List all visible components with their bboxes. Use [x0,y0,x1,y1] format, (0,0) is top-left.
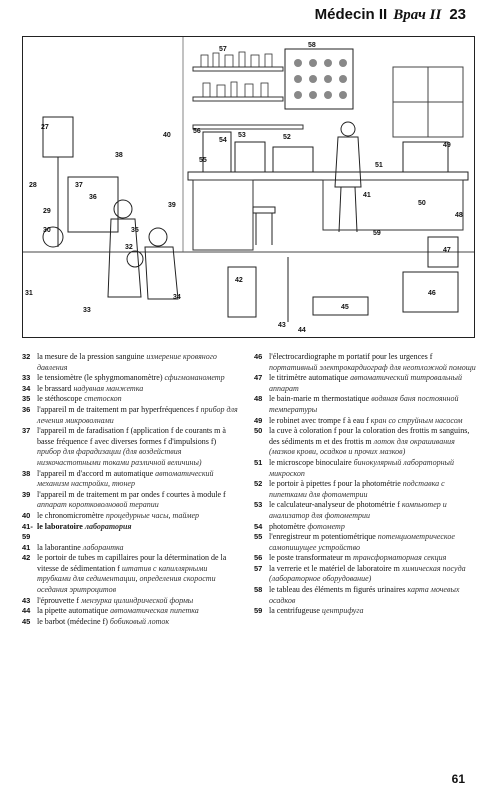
glossary-entry [22,373,238,384]
glossary-entry [22,352,238,373]
entry-term-fr: le portoir de tubes m capillaires pour la détermination de la vitesse de sédimentation f [37,553,227,573]
entry-term-fr: l'appareil m de traitement m par hyperfréquences f [37,404,199,414]
callout-29: 29 [43,208,51,215]
entry-term-ru: стетоскоп [84,394,122,404]
entry-term-ru: автоматический титровальный аппарат [269,373,462,393]
callout-48: 48 [455,212,463,219]
callout-35: 35 [131,227,139,234]
entry-number: 50 [254,426,263,436]
entry-term-ru: прибор для фарадизации (для воздействия низкочастотными токами различной величины) [37,447,202,467]
callout-56: 56 [193,128,201,135]
entry-term-ru: процедурные часы, таймер [105,510,200,520]
glossary-entry [22,394,238,405]
entry-term-fr: le barbot (médecine f) [37,616,108,626]
callout-51: 51 [375,162,383,169]
glossary-entry [22,384,238,395]
glossary-entry [254,564,478,585]
callout-41: 41 [363,192,371,199]
callout-39: 39 [168,202,176,209]
entry-term-fr: la verrerie et le matériel de laboratoire m [269,563,400,573]
glossary-entry [22,543,238,554]
entry-number: 39 [22,489,31,499]
entry-term-ru: фотометр [307,521,345,531]
entry-text [269,553,478,564]
glossary-entry [22,426,238,468]
callout-54: 54 [219,137,227,144]
entry-term-fr: l'éprouvette f [37,595,80,605]
entry-text [269,522,478,533]
entry-number: 58 [254,585,263,595]
entry-term-ru: химическая посуда (лабораторное оборудование) [269,563,466,584]
glossary-left-column [22,352,238,627]
entry-term-fr: le microscope binoculaire [269,457,352,467]
entry-text [269,394,478,415]
entry-text [269,416,478,427]
entry-number: 49 [254,415,263,425]
entry-term-fr: la laborantine [37,542,81,552]
entry-term-ru: лаборатория [84,521,132,531]
entry-text [37,511,238,522]
entry-term-ru: бобиковый лоток [109,616,170,626]
callout-32: 32 [125,244,133,251]
callout-49: 49 [443,142,451,149]
callout-53: 53 [238,132,246,139]
callout-27: 27 [41,124,49,131]
entry-number: 41 [22,542,31,552]
entry-text [269,479,478,500]
entry-text [37,405,238,426]
callout-59: 59 [373,230,381,237]
glossary-entry [254,394,478,415]
entry-text [37,543,238,554]
entry-text [37,426,238,468]
glossary-entry [254,352,478,373]
entry-term-ru: лаборантка [82,542,124,552]
glossary-entry [254,553,478,564]
entry-term-fr: le tensiomètre (le sphygmomanomètre) [37,373,163,383]
header-title-fr: Médecin II [314,6,388,23]
entry-term-ru: автоматическая пипетка [110,606,199,616]
callout-36: 36 [89,194,97,201]
entry-term-ru: надувная манжетка [73,383,144,393]
entry-term-ru: лоток для окрашивания (мазков крови, осадков и прочих мазков) [269,436,455,457]
entry-number: 42 [22,553,31,563]
entry-number: 47 [254,373,263,383]
entry-number: 59 [254,606,263,616]
illustration-drawing [23,37,474,337]
entry-number: 52 [254,479,263,489]
glossary-entry [254,522,478,533]
callout-37: 37 [75,182,83,189]
entry-term-ru: центрифуга [321,606,364,616]
entry-term-ru: кран со струйным насосом [370,415,463,425]
callout-28: 28 [29,182,37,189]
callout-42: 42 [235,277,243,284]
entry-term-ru: измерение кровяного давления [37,352,217,372]
entry-term-fr: photomètre [269,521,306,531]
entry-number: 40 [22,510,31,520]
entry-term-fr: l'enregistreur m potentiométrique [269,532,376,542]
glossary-entry [254,532,478,553]
entry-text [269,458,478,479]
entry-term-fr: l'appareil m d'accord m automatique [37,468,154,478]
entry-number: 55 [254,532,263,542]
laboratory-illustration [22,36,475,338]
entry-text [37,384,238,395]
entry-term-fr: le stéthoscope [37,394,83,404]
glossary-entry [22,553,238,595]
entry-term-fr: le portoir à pipettes f pour la photométrie [269,479,401,489]
header-page-number: 23 [449,6,466,23]
entry-term-ru: трансформаторная секция [352,553,447,563]
entry-number: 45 [22,616,31,626]
entry-term-fr: la mesure de la pression sanguine [37,352,145,361]
entry-term-ru: бинокулярный лабораторный микроскоп [269,457,454,478]
entry-term-fr: la centrifugeuse [269,606,320,616]
entry-term-fr: le tableau des éléments m figurés urinaires [269,585,406,595]
callout-33: 33 [83,307,91,314]
callout-55: 55 [199,157,207,164]
entry-number: 32 [22,352,31,361]
entry-number: 46 [254,352,263,361]
glossary-entry [254,373,478,394]
entry-text [37,522,238,543]
entry-text [37,469,238,490]
glossary-entry [254,416,478,427]
page-header [0,6,466,24]
entry-term-fr: la cuve à coloration f pour la coloration des frottis m sanguins, des sédiments m et des frottis m [269,426,470,446]
glossary-entry [22,617,238,628]
entry-term-ru: автоматический механизм настройки, тюнер [37,468,214,489]
entry-term-fr: le calculateur-analyseur de photométrie f [269,500,400,510]
glossary-entry [254,606,478,617]
entry-number: 43 [22,595,31,605]
entry-number: 41-59 [22,521,33,542]
callout-38: 38 [115,152,123,159]
entry-number: 44 [22,606,31,616]
entry-number: 35 [22,394,31,404]
callout-57: 57 [219,46,227,53]
entry-term-fr: le titrimètre automatique [269,373,349,383]
entry-text [37,352,238,373]
entry-text [269,585,478,606]
entry-text [269,564,478,585]
glossary-entry [254,500,478,521]
entry-text [269,373,478,394]
callout-46: 46 [428,290,436,297]
callout-47: 47 [443,247,451,254]
callout-44: 44 [298,327,306,334]
entry-number: 56 [254,553,263,563]
glossary-entry [22,469,238,490]
entry-text [37,490,238,511]
glossary-right-column [254,352,478,617]
callout-31: 31 [25,290,33,297]
entry-number: 48 [254,394,263,404]
glossary-entry [22,511,238,522]
glossary-entry [254,458,478,479]
callout-34: 34 [173,294,181,301]
entry-number: 57 [254,563,263,573]
entry-text [37,596,238,607]
header-title-ru: Врач II [393,7,442,23]
entry-term-ru: водяная баня постоянной температуры [269,394,459,414]
entry-term-ru: штатив с капиллярными трубками для седиментации, определения скорости оседания эритроцитов [37,563,216,595]
entry-term-ru: аппарат коротковолновой терапии [37,500,159,510]
entry-term-fr: l'électrocardiographe m portatif pour les urgences f [269,352,433,361]
glossary-entry [22,490,238,511]
entry-text [269,606,478,617]
entry-term-fr: l'appareil m de faradisation f (application f de courants m à basse fréquence f avec diverses formes f d'impulsions f) [37,426,226,446]
entry-number: 37 [22,426,31,436]
glossary-entry [22,596,238,607]
entry-term-fr: le chronomicromètre [37,510,104,520]
glossary-entry [22,405,238,426]
glossary-entry [254,585,478,606]
page-number: 61 [451,772,465,786]
entry-term-fr: le brassard [37,383,72,393]
entry-text [37,553,238,595]
entry-number: 34 [22,383,31,393]
entry-text [269,500,478,521]
entry-term-ru: портативный электрокардиограф для неотложной помощи [269,362,476,372]
entry-number: 54 [254,521,263,531]
entry-term-fr: l'appareil m de traitement m par ondes f courtes à module f [37,489,226,499]
callout-50: 50 [418,200,426,207]
glossary-entry [254,426,478,458]
glossary-entry [22,606,238,617]
entry-term-ru: подставка с пипетками для фотометрии [269,479,445,499]
entry-number: 38 [22,468,31,478]
entry-term-fr: le robinet avec trompe f à eau f [269,415,369,425]
entry-number: 53 [254,500,263,510]
callout-45: 45 [341,304,349,311]
entry-term-ru: потенциометрическое самопишущее устройство [269,532,455,552]
entry-text [37,394,238,405]
entry-term-ru: компьютер и анализатор для фотометрии [269,500,447,520]
entry-term-fr: la pipette automatique [37,606,109,616]
entry-text [37,373,238,384]
glossary-entry [22,522,238,543]
entry-term-ru: карта мочевых осадков [269,585,460,605]
callout-40: 40 [163,132,171,139]
entry-number: 51 [254,457,263,467]
entry-term-ru: мензурка цилиндрической формы [81,595,194,605]
entry-text [269,426,478,458]
entry-number: 33 [22,373,31,383]
entry-text [37,606,238,617]
entry-term-fr: le laboratoire [37,521,83,531]
entry-term-fr: le poste transformateur m [269,553,351,563]
callout-30: 30 [43,227,51,234]
entry-text [269,352,478,373]
callout-52: 52 [283,134,291,141]
entry-text [269,532,478,553]
glossary-entry [254,479,478,500]
entry-number: 36 [22,404,31,414]
callout-58: 58 [308,42,316,49]
entry-term-ru: прибор для лечения микроволнами [37,404,238,425]
entry-term-fr: le bain-marie m thermostatique [269,394,370,404]
callout-43: 43 [278,322,286,329]
entry-text [37,617,238,628]
entry-term-ru: сфигмоманометр [164,373,225,383]
